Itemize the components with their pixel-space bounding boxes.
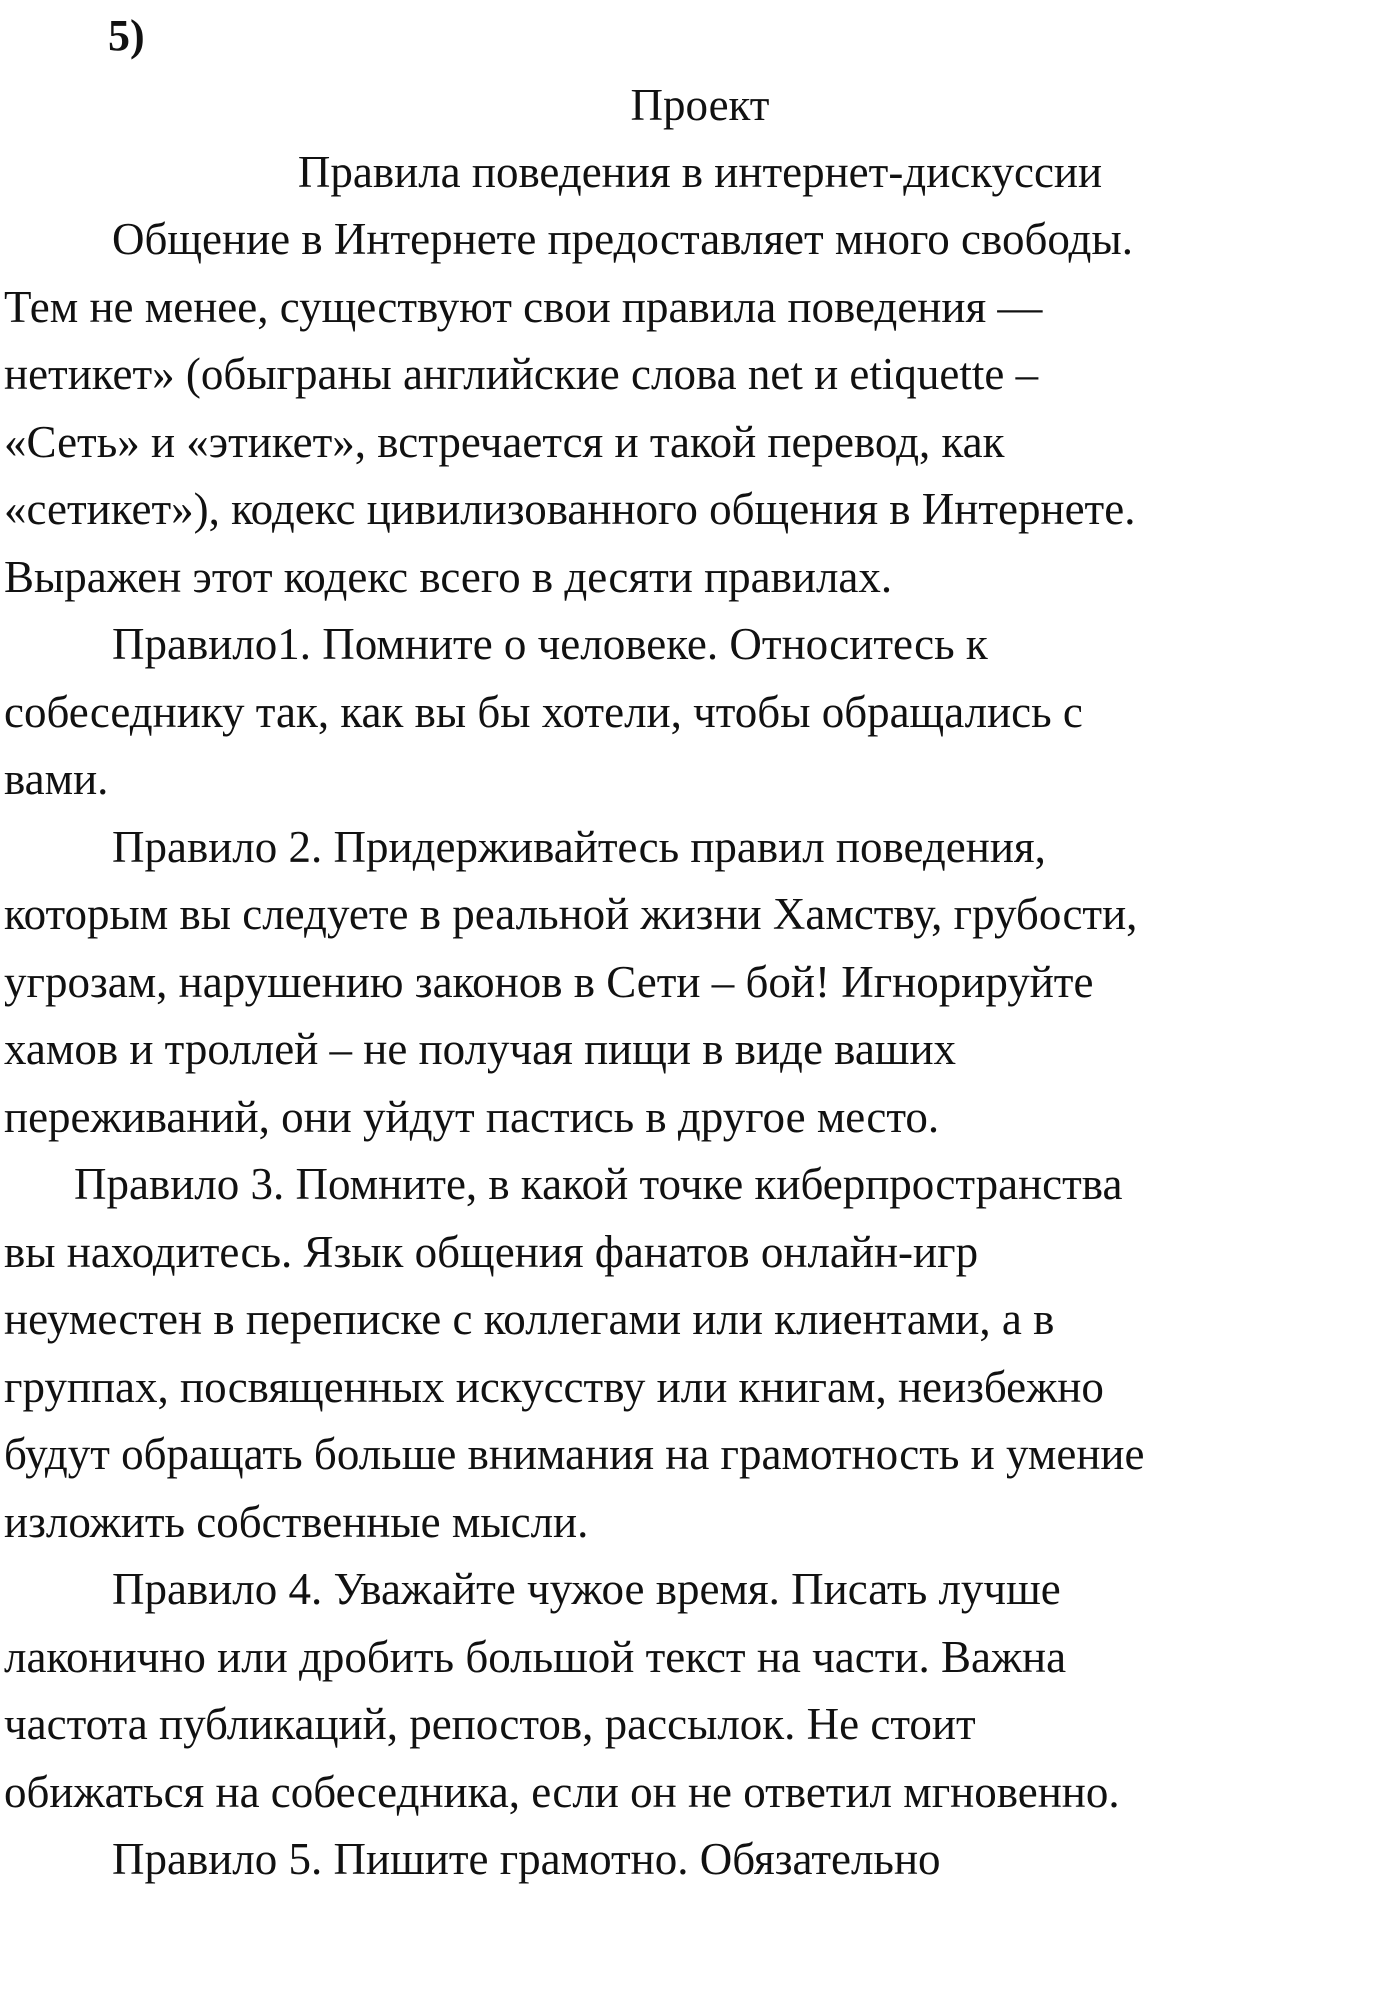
- project-subtitle: Правила поведения в интернет-дискуссии: [297, 147, 1103, 197]
- text-line: собеседнику так, как вы бы хотели, чтобы обращались с: [4, 686, 1083, 737]
- paragraph-rule-2: [4, 814, 1396, 1152]
- text-line: обижаться на собеседника, если он не ответил мгновенно.: [4, 1766, 1120, 1817]
- project-title: Проект: [630, 80, 770, 130]
- text-line: которым вы следуете в реальной жизни Хамству, грубости,: [4, 889, 1138, 939]
- task-number: 5): [108, 11, 145, 60]
- paragraph-rule-4: [4, 1556, 1396, 1826]
- paragraph-rule-3: [4, 1151, 1396, 1556]
- text-line: Правило 2. Придерживайтесь правил поведения,: [112, 821, 1046, 872]
- text-line: «сетикет»), кодекс цивилизованного общения в Интернете.: [4, 484, 1136, 534]
- text-line: Правило 4. Уважайте чужое время. Писать лучше: [112, 1564, 1061, 1614]
- text-line: Правило 5. Пишите грамотно. Обязательно: [112, 1834, 941, 1884]
- text-line: лаконично или дробить большой текст на части. Важна: [4, 1631, 1067, 1682]
- text-line: «Сеть» и «этикет», встречается и такой перевод, как: [4, 416, 1005, 467]
- text-line: Тем не менее, существуют свои правила поведения —: [4, 281, 1043, 332]
- text-line: переживаний, они уйдут пастись в другое место.: [4, 1091, 940, 1142]
- text-line: группах, посвященных искусству или книгам, неизбежно: [4, 1361, 1104, 1412]
- text-line: будут обращать больше внимания на грамотность и умение: [4, 1429, 1145, 1479]
- text-line: нетикет» (обыграны английские слова net и etiquette –: [4, 349, 1039, 399]
- text-line: Правило 3. Помните, в какой точке киберпространства: [74, 1159, 1123, 1209]
- paragraph-intro: [4, 206, 1396, 611]
- text-line: Правило1. Помните о человеке. Относитесь к: [112, 619, 988, 669]
- text-line: хамов и троллей – не получая пищи в виде ваших: [4, 1024, 957, 1074]
- document-body: [4, 206, 1396, 1894]
- text-line: Выражен этот кодекс всего в десяти правилах.: [4, 551, 893, 602]
- text-line: изложить собственные мысли.: [4, 1496, 589, 1547]
- text-line: неуместен в переписке с коллегами или клиентами, а в: [4, 1294, 1055, 1344]
- text-line: Общение в Интернете предоставляет много свободы.: [112, 214, 1133, 264]
- text-line: вами.: [4, 754, 109, 804]
- text-line: угрозам, нарушению законов в Сети – бой! Игнорируйте: [4, 956, 1094, 1007]
- text-line: вы находитесь. Язык общения фанатов онлайн-игр: [4, 1226, 979, 1277]
- paragraph-rule-5: [4, 1826, 1396, 1894]
- paragraph-rule-1: [4, 611, 1396, 814]
- text-line: частота публикаций, репостов, рассылок. Не стоит: [4, 1699, 976, 1749]
